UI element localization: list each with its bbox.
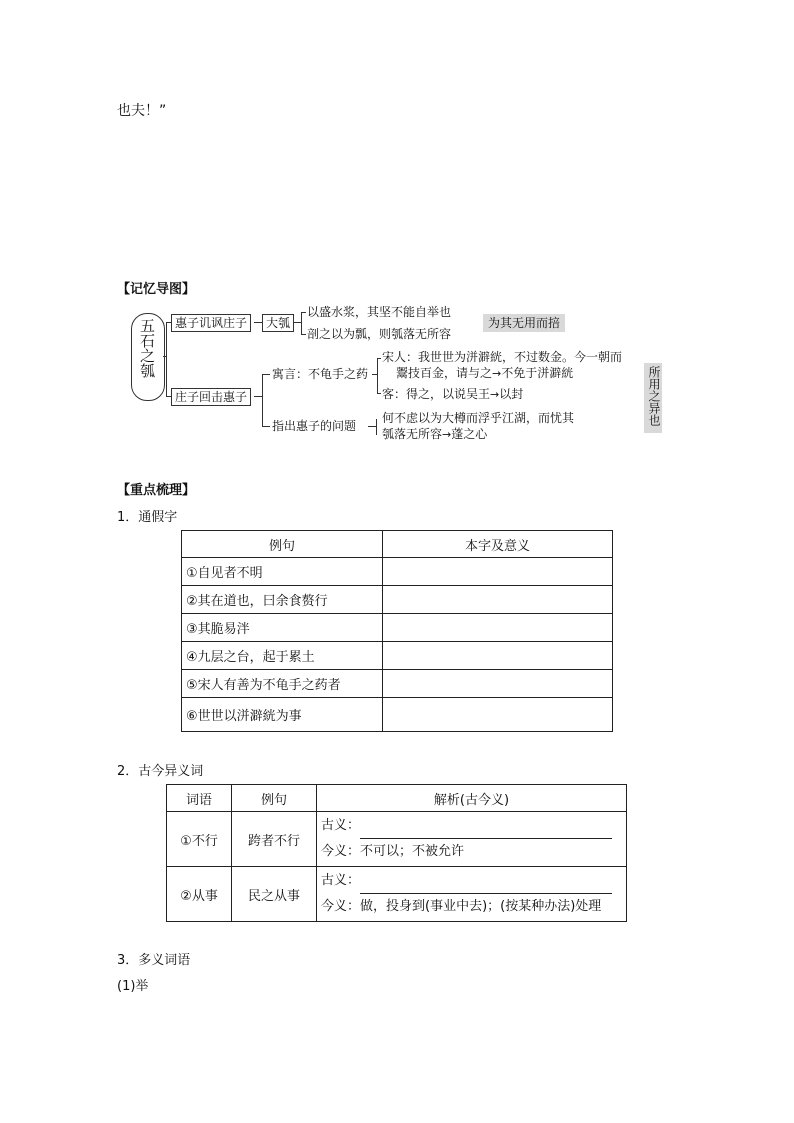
song-line-1: 宋人：我世世为洴澼絖，不过数金。今一朝而: [382, 350, 623, 364]
result-badge: 为其无用而掊: [483, 314, 565, 332]
gujinyiyi-table: [166, 784, 627, 922]
example-cell: ②其在道也，曰余食赘行: [182, 586, 383, 614]
answer-cell: [383, 670, 613, 698]
table-row: [182, 698, 613, 732]
table-header-row: [182, 531, 613, 558]
node-dahu: 大瓠: [262, 314, 294, 332]
dahu-line-2: 剖之以为瓢，则瓠落无所容: [307, 327, 452, 341]
answer-cell: [383, 642, 613, 670]
example-cell: ③其脆易泮: [182, 614, 383, 642]
memory-map: [0, 0, 794, 460]
table-row: [167, 812, 627, 867]
branch-huizi-mocks: 惠子讥讽庄子: [171, 314, 251, 332]
dahu-line-1: 以盛水浆，其坚不能自举也: [307, 305, 452, 319]
problem-line-1: 何不虑以为大樽而浮乎江湖，而忧其: [382, 411, 575, 425]
section-title-tongjiazi: 1．通假字: [117, 510, 178, 525]
answer-cell: [383, 558, 613, 586]
tongjiazi-table: [181, 530, 613, 732]
answer-blank[interactable]: [360, 881, 612, 894]
fable-label: 寓言：不龟手之药: [272, 367, 369, 381]
example-cell: ④九层之台，起于累土: [182, 642, 383, 670]
continued-text: 也夫！”: [117, 103, 167, 119]
ancient-meaning: 古义：: [321, 813, 622, 839]
mind-map-root: [131, 313, 165, 401]
problem-label: 指出惠子的问题: [272, 419, 357, 433]
root-label: 五石之瓠: [138, 318, 156, 378]
analysis-cell: [317, 867, 627, 922]
table-row: [182, 670, 613, 698]
modern-meaning: 今义：做，投身到(事业中去)；(按某种办法)处理: [321, 899, 602, 914]
column-header: 词语: [167, 785, 232, 812]
answer-cell: [383, 698, 613, 732]
problem-line-2: 瓠落无所容→蓬之心: [382, 427, 488, 441]
ke-line: 客：得之，以说吴王→以封: [382, 387, 524, 401]
analysis-cell: [317, 812, 627, 867]
example-cell: 跨者不行: [232, 812, 317, 867]
ancient-meaning: 古义：: [321, 868, 622, 894]
side-badge: 所用之异也: [644, 363, 662, 433]
column-header: 本字及意义: [383, 531, 613, 558]
table-row: [182, 558, 613, 586]
key-points-heading: 【重点梳理】: [117, 483, 196, 498]
modern-meaning: 今义：不可以；不被允许: [321, 844, 465, 859]
arrow-icon: →: [492, 367, 502, 380]
example-cell: ⑤宋人有善为不龟手之药者: [182, 670, 383, 698]
column-header: 例句: [232, 785, 317, 812]
example-cell: ①自见者不明: [182, 558, 383, 586]
branch-zhuangzi-replies: 庄子回击惠子: [171, 388, 251, 406]
column-header: 解析(古今义): [317, 785, 627, 812]
song-line-2: 鬻技百金，请与之→不免于洴澼絖: [396, 366, 574, 380]
section-title-gujinyiyi: 2．古今异义词: [117, 764, 204, 779]
example-cell: 民之从事: [232, 867, 317, 922]
example-cell: ⑥世世以洴澼絖为事: [182, 698, 383, 732]
word-cell: ②从事: [167, 867, 232, 922]
answer-blank[interactable]: [360, 826, 612, 839]
answer-cell: [383, 586, 613, 614]
duoyi-item: (1)举: [117, 979, 149, 994]
word-cell: ①不行: [167, 812, 232, 867]
table-row: [182, 614, 613, 642]
table-header-row: [167, 785, 627, 812]
memory-map-heading: 【记忆导图】: [117, 282, 196, 297]
section-title-duoyi: 3．多义词语: [117, 953, 191, 968]
table-row: [182, 586, 613, 614]
column-header: 例句: [182, 531, 383, 558]
answer-cell: [383, 614, 613, 642]
arrow-icon: →: [490, 388, 500, 401]
table-row: [182, 642, 613, 670]
table-row: [167, 867, 627, 922]
arrow-icon: →: [442, 428, 452, 441]
